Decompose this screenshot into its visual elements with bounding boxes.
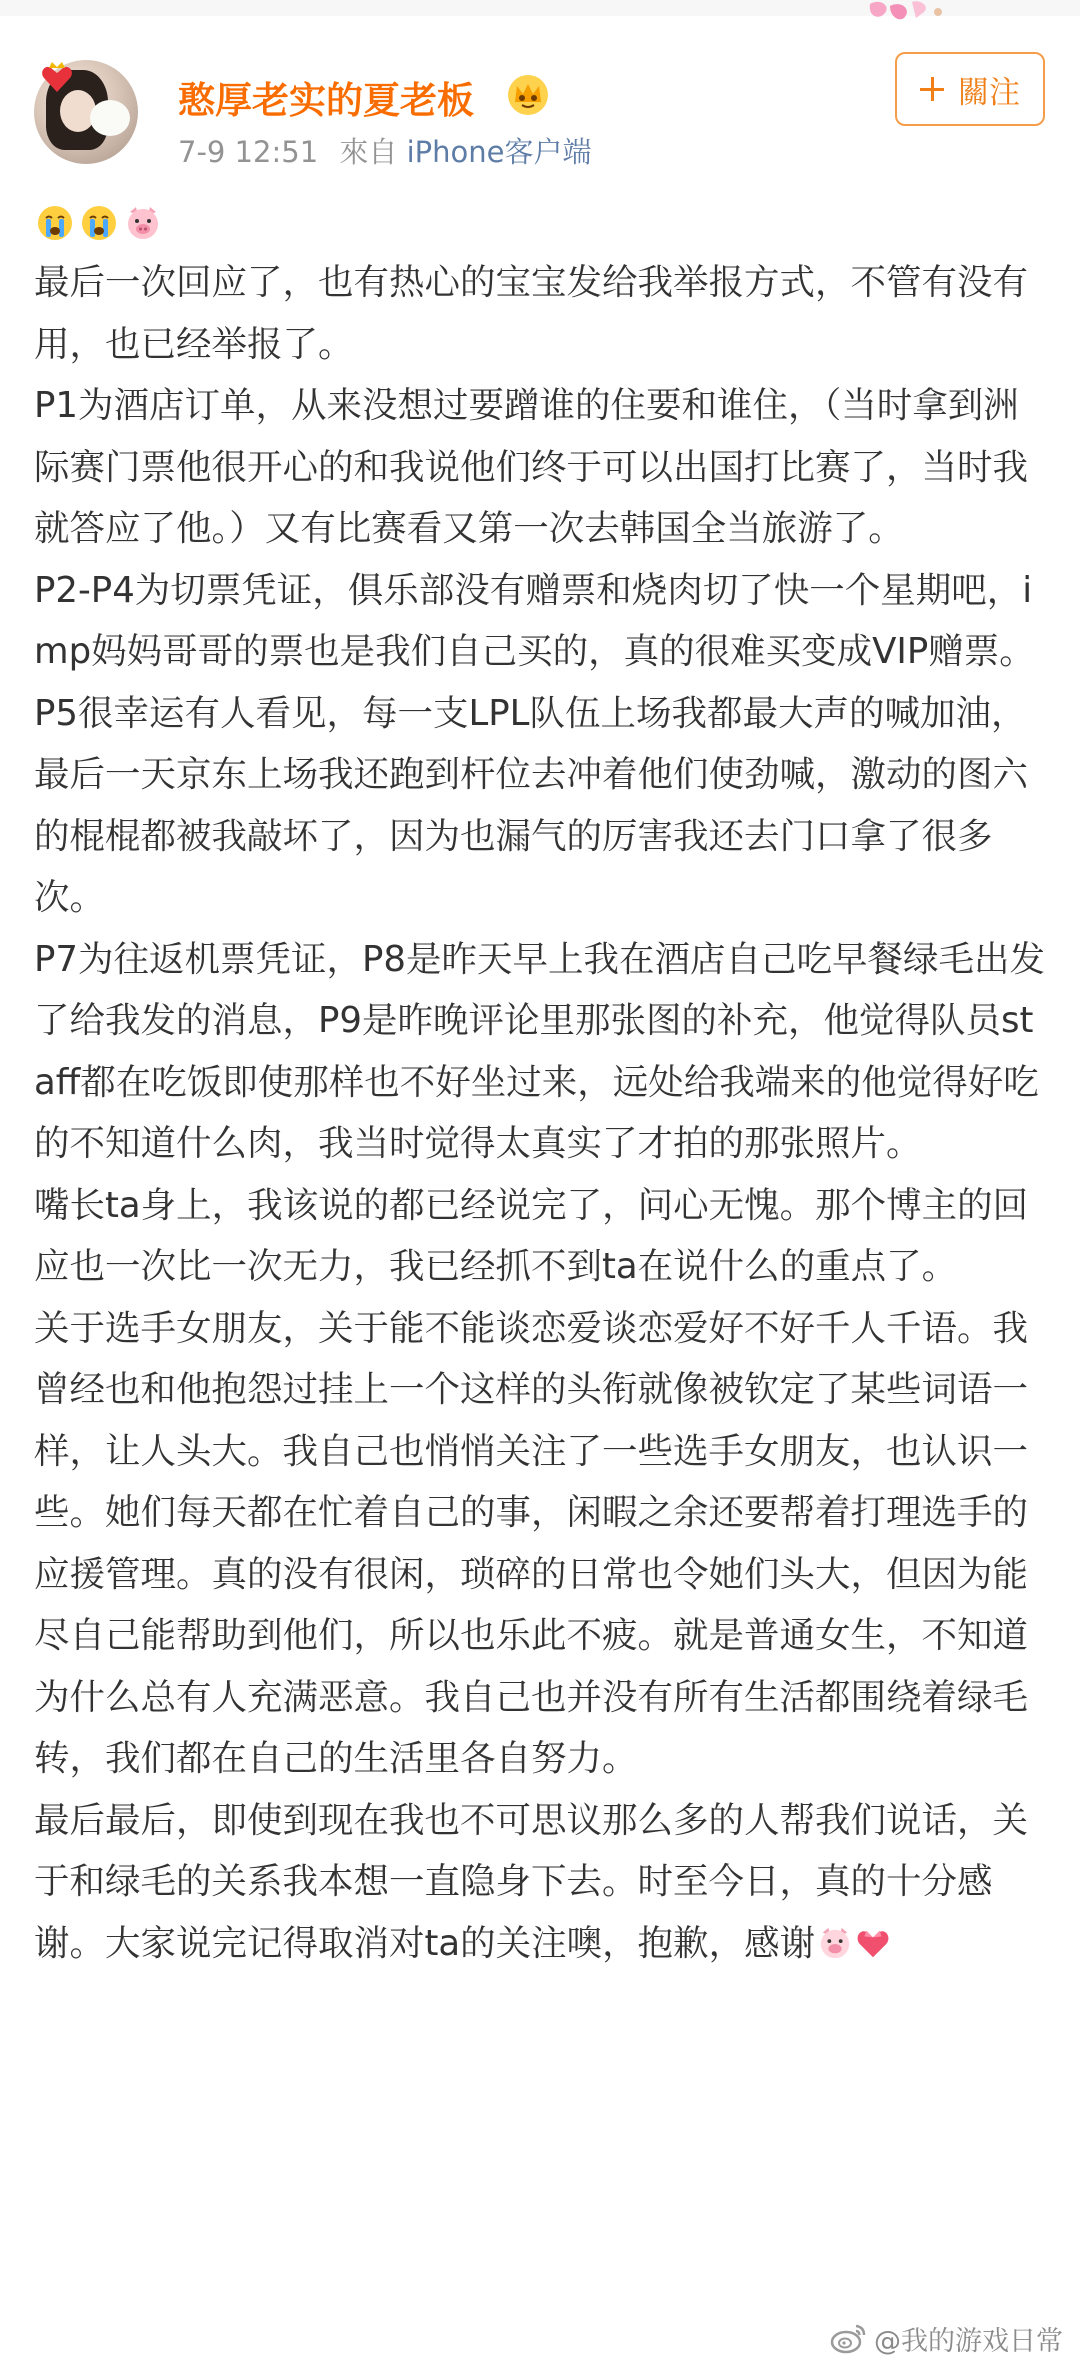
post-body bbox=[34, 252, 1054, 1974]
source-prefix: 來自 bbox=[339, 135, 398, 169]
paragraph-1: 最后一次回应了，也有热心的宝宝发给我举报方式，不管有没有用，也已经举报了。 bbox=[34, 262, 1029, 365]
crying-face-icon bbox=[80, 204, 118, 242]
plus-icon bbox=[920, 77, 944, 101]
follow-label: 關注 bbox=[958, 74, 1020, 111]
crying-face-icon bbox=[36, 204, 74, 242]
follow-button[interactable] bbox=[895, 52, 1045, 126]
post-source[interactable]: iPhone客户端 bbox=[406, 135, 592, 169]
paragraph-4: P5很幸运有人看见，每一支LPL队伍上场我都最大声的喊加油，最后一天京东上场我还跑到杆位去冲着他们使劲喊，激动的图六的棍棍都被我敲坏了，因为也漏气的厉害我还去门口拿了很多次。 bbox=[34, 692, 1029, 918]
paragraph-8-wrap bbox=[34, 1790, 1054, 1975]
paragraph-5: P7为往返机票凭证，P8是昨天早上我在酒店自己吃早餐绿毛出发了给我发的消息，P9是昨晚评论里那张图的补充，他觉得队员staff都在吃饭即使那样也不好坐过来，远处给我端来的他觉得好吃的不知道什么肉，我当时觉得太真实了才拍的那张照片。 bbox=[34, 938, 1045, 1164]
paragraph-7: 关于选手女朋友，关于能不能谈恋爱谈恋爱好不好千人千语。我曾经也和他抱怨过挂上一个这样的头衔就像被钦定了某些词语一样，让人头大。我自己也悄悄关注了一些选手女朋友，也认识一些。她们每天都在忙着自己的事，闲暇之余还要帮着打理选手的应援管理。真的没有很闲，琐碎的日常也令她们头大，但因为能尽自己能帮助到他们，所以也乐此不疲。就是普通女生，不知道为什么总有人充满恶意。我自己也并没有所有生活都围绕着绿毛转，我们都在自己的生活里各自努力。 bbox=[34, 1307, 1029, 1779]
pig-face-icon bbox=[817, 1925, 853, 1961]
pig-face-icon bbox=[124, 204, 162, 242]
weibo-logo-icon bbox=[830, 2322, 868, 2354]
paragraph-6: 嘴长ta身上，我该说的都已经说完了，问心无愧。那个博主的回应也一次比一次无力，我已经抓不到ta在说什么的重点了。 bbox=[34, 1184, 1029, 1287]
post-meta bbox=[178, 130, 592, 171]
leading-emoji-row bbox=[36, 204, 162, 246]
decorative-ribbon-icon bbox=[850, 0, 960, 30]
post-time: 7-9 12:51 bbox=[178, 135, 319, 169]
author-name[interactable]: 憨厚老实的夏老板 bbox=[178, 79, 474, 122]
heart-ribbon-icon bbox=[855, 1925, 891, 1961]
post-header bbox=[0, 30, 1080, 180]
paragraph-3: P2-P4为切票凭证，俱乐部没有赠票和烧肉切了快一个星期吧，imp妈妈哥哥的票也是我们自己买的，真的很难买变成VIP赠票。 bbox=[34, 569, 1035, 672]
paragraph-2: P1为酒店订单，从来没想过要蹭谁的住要和谁住，（当时拿到洲际赛门票他很开心的和我说他们终于可以出国打比赛了，当时我就答应了他。）又有比赛看又第一次去韩国全当旅游了。 bbox=[34, 385, 1029, 549]
paragraph-8: 最后最后，即使到现在我也不可思议那么多的人帮我们说话，关于和绿毛的关系我本想一直隐身下去。时至今日，真的十分感谢。大家说完记得取消对ta的关注噢，抱歉，感谢 bbox=[34, 1799, 1029, 1964]
watermark-text: @我的游戏日常 bbox=[874, 2325, 1063, 2357]
crown-icon bbox=[505, 72, 551, 118]
heart-crown-badge-icon bbox=[40, 62, 74, 96]
watermark bbox=[830, 2318, 1063, 2358]
